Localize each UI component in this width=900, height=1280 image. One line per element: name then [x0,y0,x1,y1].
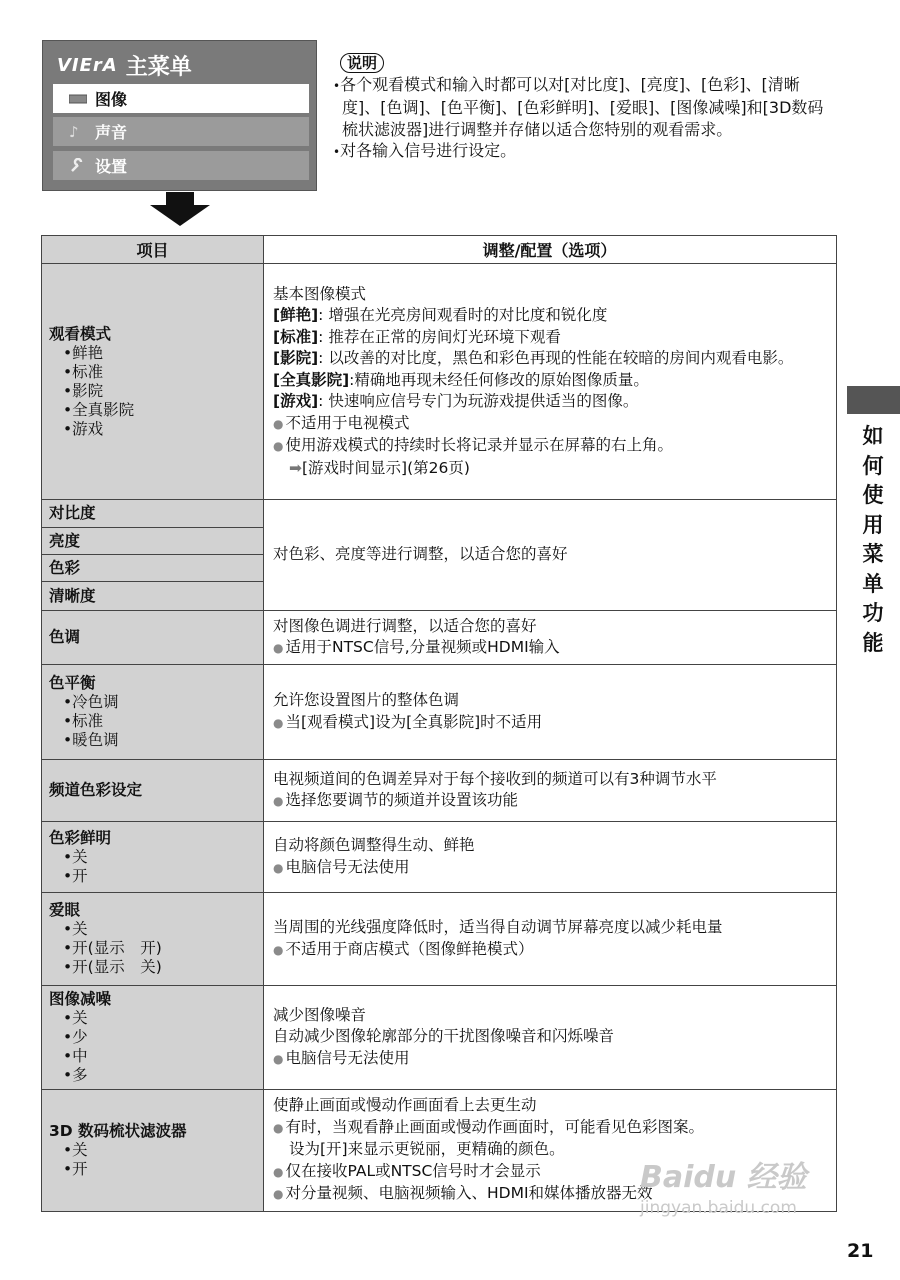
main-menu-panel [42,40,317,191]
settings-table [41,235,837,1212]
menu-title [57,47,192,83]
row-item-3d-comb-filter: 3D 数码梳状滤波器 •关 •开 [42,1090,264,1212]
bullet-icon: ● [273,641,284,655]
page-reference: ➡[游戏时间显示](第26页) [289,458,470,477]
music-note-icon: ♪ [69,122,79,141]
row-desc-channel-colour: 电视频道间的色调差异对于每个接收到的频道可以有3种调节水平 ● 选择您要调节的频道并设置该功能 [264,760,837,822]
bullet-icon: • [333,145,341,159]
desc-note: ● 使用游戏模式的持续时长将记录并显示在屏幕的右上角。 [273,436,673,455]
side-tab-bar [847,386,900,414]
table-row [42,665,837,760]
bullet-icon: • [333,78,341,93]
table-row [42,986,837,1090]
table-row [42,611,837,665]
desc-line: [影院]: 以改善的对比度，黑色和彩色再现的性能在较暗的房间内观看电影。 [273,349,794,368]
notes-block [333,52,833,164]
picture-icon [69,94,95,104]
row-desc-picture-adjust: 对色彩、亮度等进行调整，以适合您的喜好 [264,500,837,611]
bullet-icon: ● [273,1187,284,1202]
table-header-row [42,236,837,264]
item-option: •鲜艳 [63,343,104,362]
bullet-icon: ● [273,1051,284,1066]
side-tab-text: 如何使用菜单功能 [862,424,884,655]
desc-note: ● 不适用于电视模式 [273,413,410,432]
bullet-icon: ● [273,860,284,875]
bullet-icon: ● [273,439,284,454]
row-item-color: 色彩 [42,555,264,582]
row-item-sharpness: 清晰度 [42,582,264,611]
row-desc-3d-comb-filter: 使静止画面或慢动作画面看上去更生动 ● 有时，当观看静止画面或慢动作画面时，可能看见色彩图案。 设为[开]来显示更锐丽，更精确的颜色。 ● 仅在接收PAL或NTSC信号时才会显示 ● 对分量视频、电脑视频输入、HDMI和媒体播放器无效 [264,1090,837,1212]
table-row [42,264,837,500]
row-desc-noise-reduction: 减少图像噪音 自动减少图像轮廓部分的干扰图像噪音和闪烁噪音 ● 电脑信号无法使用 [264,986,837,1090]
page-number: 21 [847,1240,874,1262]
watermark [640,1152,807,1218]
desc-line: [游戏]: 快速响应信号专门为玩游戏提供适当的图像。 [273,392,639,411]
watermark-logo: Baidu 经验 [640,1160,807,1195]
bullet-icon: ● [273,794,284,808]
item-name: 观看模式 [49,324,112,343]
wrench-icon [69,158,95,174]
arrow-right-icon: ➡ [289,458,302,477]
item-option: •标准 [63,362,104,381]
menu-item-label: 声音 [95,123,128,142]
menu-item-label: 设置 [95,157,128,176]
row-desc-tint: 对图像色调进行调整，以适合您的喜好 ● 适用于NTSC信号,分量视频或HDMI输入 [264,611,837,665]
row-desc-color-balance: 允许您设置图片的整体色调 ● 当[观看模式]设为[全真影院]时不适用 [264,665,837,760]
row-desc-viewing-mode [264,264,837,500]
row-item-color-balance: 色平衡 •冷色调 •标准 •暖色调 [42,665,264,760]
viera-logo: VIErA [57,54,118,76]
row-item-eye-care: 爱眼 •关 •开(显示 开) •开(显示 关) [42,893,264,986]
watermark-url: jingyan.baidu.com [640,1198,797,1218]
bullet-icon: ● [273,942,284,957]
note-text: 对各输入信号进行设定。 [340,141,517,160]
desc-line: 基本图像模式 [273,284,367,303]
notes-label: 说明 [340,53,384,73]
row-desc-eye-care: 当周围的光线强度降低时，适当得自动调节屏幕亮度以减少耗电量 ● 不适用于商店模式（图像鲜艳模式） [264,893,837,986]
table-row [42,822,837,893]
table-row [42,893,837,986]
bullet-icon: ● [273,715,284,730]
desc-line: [全真影院]:精确地再现未经任何修改的原始图像质量。 [273,370,649,389]
desc-line: [鲜艳]: 增强在光亮房间观看时的对比度和锐化度 [273,306,608,325]
menu-item-label: 图像 [95,90,128,109]
row-desc-colour-vivid: 自动将颜色调整得生动、鲜艳 ● 电脑信号无法使用 [264,822,837,893]
menu-item-picture[interactable] [53,84,309,113]
note-line [333,140,833,164]
bullet-icon: ● [273,1164,284,1179]
header-item: 项目 [42,236,264,264]
row-item-brightness: 亮度 [42,528,264,555]
menu-item-sound[interactable] [53,117,309,146]
table-row [42,760,837,822]
item-option: •影院 [63,381,104,400]
row-item-channel-colour: 频道色彩设定 [42,760,264,822]
note-line [333,74,833,141]
row-item-contrast: 对比度 [42,500,264,528]
item-option: •全真影院 [63,400,135,419]
menu-title-text: 主菜单 [125,54,192,80]
menu-item-setup[interactable] [53,151,309,180]
header-adjust: 调整/配置（选项） [264,236,837,264]
row-item-tint: 色调 [42,611,264,665]
note-text: 各个观看模式和输入时都可以对[对比度]、[亮度]、[色彩]、[清晰度]、[色调]、[色平衡]、[色彩鲜明]、[爱眼]、[图像减噪]和[3D数码梳状滤波器]进行调整并存储以适合您特别的观看需求。 [340,74,824,139]
desc-line: [标准]: 推荐在正常的房间灯光环境下观看 [273,327,561,346]
row-item-colour-vivid: 色彩鲜明 •关 •开 [42,822,264,893]
row-item-noise-reduction: 图像减噪 •关 •少 •中 •多 [42,986,264,1090]
item-option: •游戏 [63,419,104,438]
table-row [42,500,837,528]
bullet-icon: ● [273,416,284,431]
bullet-icon: ● [273,1120,284,1135]
arrow-down-icon [150,192,210,226]
row-item-viewing-mode [42,264,264,500]
